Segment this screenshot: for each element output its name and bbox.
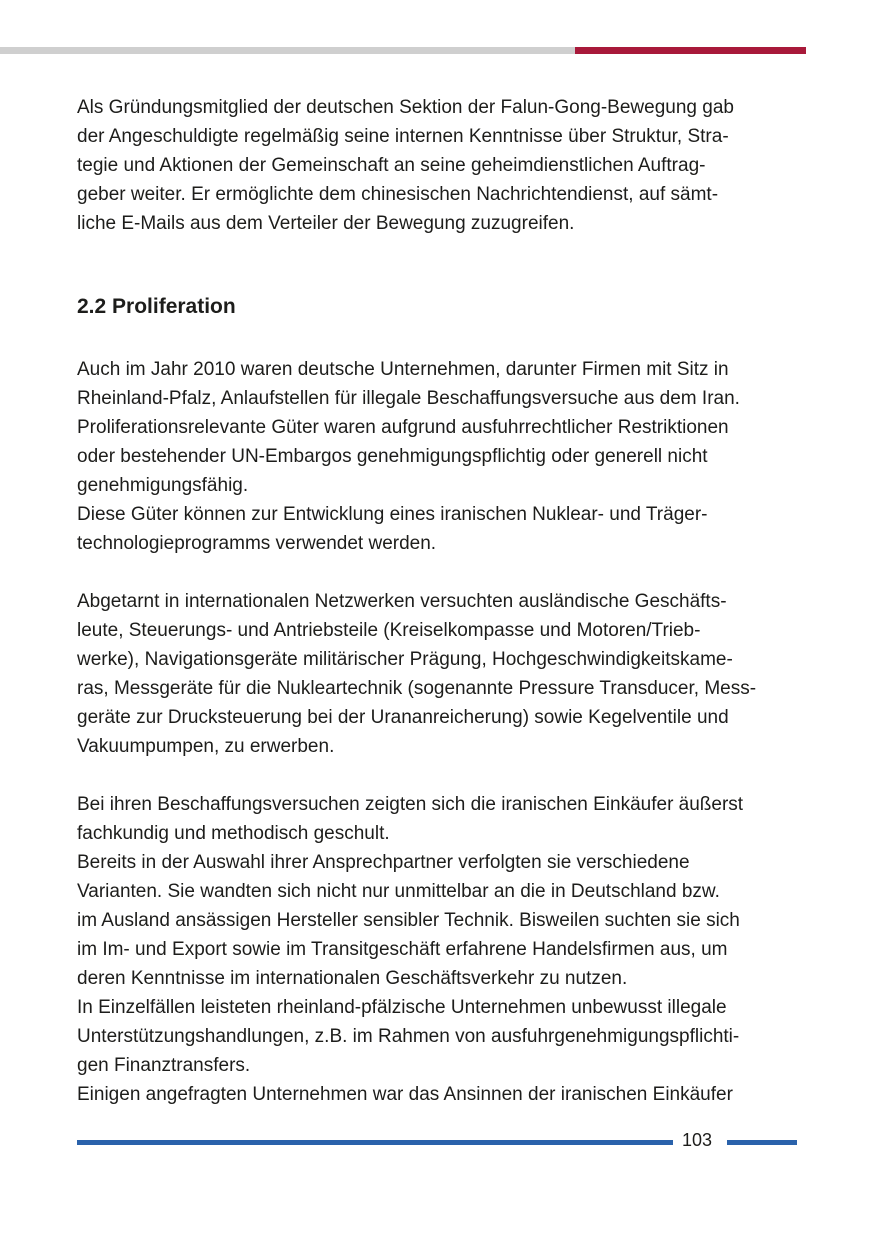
text-line: Vakuumpumpen, zu erwerben.	[77, 736, 335, 757]
paragraph-1	[77, 355, 797, 558]
text-line: Auch im Jahr 2010 waren deutsche Unternehmen, darunter Firmen mit Sitz in	[77, 359, 729, 380]
text-line: Einigen angefragten Unternehmen war das Ansinnen der iranischen Einkäufer	[77, 1084, 733, 1105]
paragraph-2	[77, 587, 797, 761]
text-line: fachkundig und methodisch geschult.	[77, 823, 390, 844]
text-line: ras, Messgeräte für die Nukleartechnik (sogenannte Pressure Transducer, Mess-	[77, 678, 757, 699]
text-line: gen Finanztransfers.	[77, 1055, 251, 1076]
text-line: Diese Güter können zur Entwicklung eines iranischen Nuklear- und Träger-	[77, 504, 708, 525]
section-heading: 2.2 Proliferation	[77, 295, 236, 318]
text-line: Abgetarnt in internationalen Netzwerken versuchten ausländische Geschäfts-	[77, 591, 727, 612]
text-line: der Angeschuldigte regelmäßig seine internen Kenntnisse über Struktur, Stra-	[77, 126, 729, 147]
text-line: In Einzelfällen leisteten rheinland-pfälzische Unternehmen unbewusst illegale	[77, 997, 727, 1018]
text-line: tegie und Aktionen der Gemeinschaft an seine geheimdienstlichen Auftrag-	[77, 155, 706, 176]
text-line: im Ausland ansässigen Hersteller sensibler Technik. Bisweilen suchten sie sich	[77, 910, 740, 931]
text-line: Bereits in der Auswahl ihrer Ansprechpartner verfolgten sie verschiedene	[77, 852, 690, 873]
footer-rule-right	[727, 1140, 797, 1145]
page-number: 103	[682, 1130, 713, 1150]
text-line: geräte zur Drucksteuerung bei der Urananreicherung) sowie Kegelventile und	[77, 707, 729, 728]
intro-paragraph	[77, 93, 797, 238]
page-body	[77, 93, 797, 1109]
text-line: Bei ihren Beschaffungsversuchen zeigten sich die iranischen Einkäufer äußerst	[77, 794, 744, 815]
header-rule-accent	[575, 47, 806, 54]
text-line: werke), Navigationsgeräte militärischer Prägung, Hochgeschwindigkeitskame-	[77, 649, 733, 670]
footer-rule-left	[77, 1140, 673, 1145]
text-line: leute, Steuerungs- und Antriebsteile (Kreiselkompasse und Motoren/Trieb-	[77, 620, 701, 641]
text-line: Unterstützungshandlungen, z.B. im Rahmen von ausfuhrgenehmigungspflichti-	[77, 1026, 740, 1047]
text-line: im Im- und Export sowie im Transitgeschäft erfahrene Handelsfirmen aus, um	[77, 939, 728, 960]
text-line: Als Gründungsmitglied der deutschen Sektion der Falun-Gong-Bewegung gab	[77, 97, 734, 118]
text-line: oder bestehender UN-Embargos genehmigungspflichtig oder generell nicht	[77, 446, 708, 467]
paragraph-3	[77, 790, 797, 1109]
text-line: Proliferationsrelevante Güter waren aufgrund ausfuhrrechtlicher Restriktionen	[77, 417, 729, 438]
text-line: geber weiter. Er ermöglichte dem chinesischen Nachrichtendienst, auf sämt-	[77, 184, 719, 205]
text-line: technologieprogramms verwendet werden.	[77, 533, 437, 554]
text-line: genehmigungsfähig.	[77, 475, 249, 496]
text-line: Rheinland-Pfalz, Anlaufstellen für illegale Beschaffungsversuche aus dem Iran.	[77, 388, 740, 409]
text-line: deren Kenntnisse im internationalen Geschäftsverkehr zu nutzen.	[77, 968, 628, 989]
text-line: Varianten. Sie wandten sich nicht nur unmittelbar an die in Deutschland bzw.	[77, 881, 720, 902]
text-line: liche E-Mails aus dem Verteiler der Bewegung zuzugreifen.	[77, 213, 575, 234]
header-rule-gray	[0, 47, 575, 54]
